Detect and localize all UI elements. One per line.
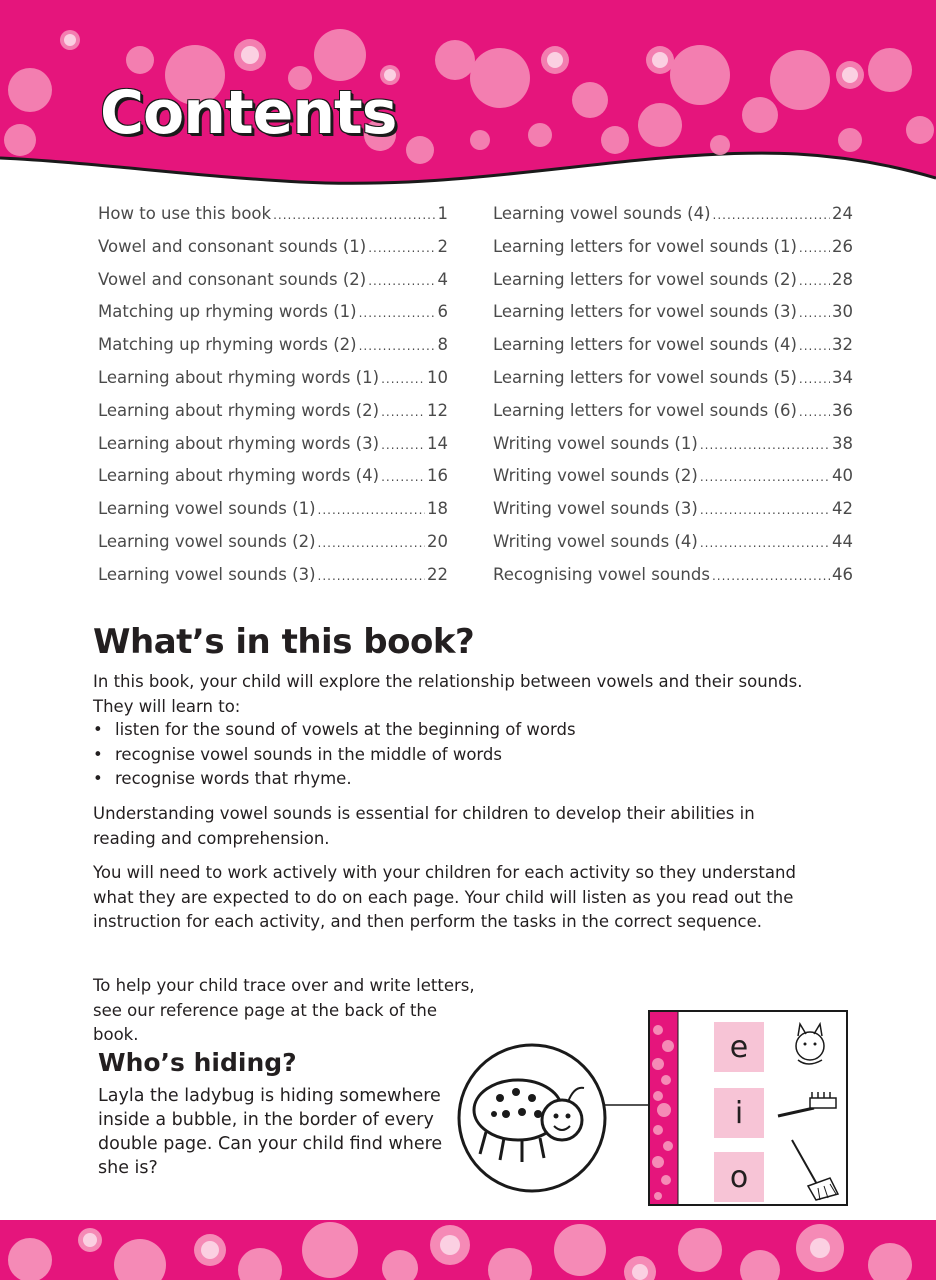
ladybug-icon xyxy=(456,1042,608,1194)
toc-entry[interactable] xyxy=(98,434,448,467)
toc-entry[interactable] xyxy=(98,532,448,565)
toc-entry-page: 30 xyxy=(832,302,853,322)
intro-paragraph xyxy=(93,670,853,719)
toc-entry-title: Writing vowel sounds (3) xyxy=(493,499,698,519)
toc-entry[interactable] xyxy=(493,565,853,598)
bullet-icon: • xyxy=(93,769,103,788)
leader-dots xyxy=(712,569,830,583)
toc-entry-title: Matching up rhyming words (2) xyxy=(98,335,357,355)
toc-entry-title: Learning vowel sounds (3) xyxy=(98,564,316,584)
paragraph-trace-note: To help your child trace over and write letters, see our reference page at the back of the book. xyxy=(93,976,475,1044)
toc-entry-title: Learning vowel sounds (4) xyxy=(493,204,711,223)
paragraph-work-actively: You will need to work actively with your children for each activity so they understand what they are expected to do on each page. Your child will listen as you read out the instruction for each activity, and then perform the tasks in the correct sequence. xyxy=(93,863,796,931)
toc-entry[interactable] xyxy=(493,270,853,303)
intro-line: They will learn to: xyxy=(93,696,241,716)
toc-entry-title: Writing vowel sounds (1) xyxy=(493,433,698,453)
section-heading-whos-hiding: Who’s hiding? xyxy=(98,1048,297,1077)
leader-dots xyxy=(799,372,830,386)
toc-entry-page: 4 xyxy=(437,269,448,289)
leader-dots xyxy=(318,569,425,583)
toc-entry-page: 36 xyxy=(832,400,853,420)
toc-entry-page: 26 xyxy=(832,236,853,256)
toc-entry[interactable] xyxy=(98,565,448,598)
whos-hiding-paragraph: Layla the ladybug is hiding somewhere inside a bubble, in the border of every double page. Can your child find where she is? xyxy=(98,1086,443,1178)
intro-line: In this book, your child will explore the relationship between vowels and their sounds. xyxy=(93,672,803,691)
toc-entry-title: Recognising vowel sounds xyxy=(493,564,710,584)
toc-entry[interactable] xyxy=(98,401,448,434)
leader-dots xyxy=(368,274,435,288)
toc-entry-title: Writing vowel sounds (4) xyxy=(493,531,698,551)
toc-entry-page: 28 xyxy=(832,269,853,289)
toc-entry[interactable] xyxy=(98,499,448,532)
toc-entry-title: Learning vowel sounds (1) xyxy=(98,499,316,519)
toc-entry-page: 12 xyxy=(427,400,448,420)
paragraph-vowel-importance: Understanding vowel sounds is essential for children to develop their abilities in reading and comprehension. xyxy=(93,804,755,848)
bullet-icon: • xyxy=(93,720,103,739)
leader-dots xyxy=(359,339,436,353)
leader-dots xyxy=(273,208,435,222)
toc-entry[interactable] xyxy=(493,434,853,467)
toc-entry-page: 16 xyxy=(427,466,448,486)
toc-entry-page: 20 xyxy=(427,531,448,551)
toc-entry-page: 24 xyxy=(832,204,853,223)
toc-entry-title: Learning vowel sounds (2) xyxy=(98,531,316,551)
bubble-footer-graphic xyxy=(0,1220,936,1280)
toc-entry[interactable] xyxy=(493,499,853,532)
toc-entry-page: 6 xyxy=(437,302,448,322)
toc-entry[interactable] xyxy=(493,401,853,434)
leader-dots xyxy=(700,470,830,484)
leader-dots xyxy=(700,438,830,452)
toc-entry[interactable] xyxy=(98,335,448,368)
leader-dots xyxy=(799,306,830,320)
toc-entry-page: 34 xyxy=(832,367,853,387)
toc-entry[interactable] xyxy=(98,237,448,270)
section-heading-whats-in-book: What’s in this book? xyxy=(93,622,475,662)
toc-entry-title: Matching up rhyming words (1) xyxy=(98,302,357,322)
list-item-text: recognise vowel sounds in the middle of words xyxy=(115,744,503,764)
leader-dots xyxy=(381,405,425,419)
leader-dots xyxy=(381,470,425,484)
leader-dots xyxy=(700,503,830,517)
toc-right-column xyxy=(493,204,853,598)
toc-entry-page: 10 xyxy=(427,367,448,387)
toc-entry-page: 38 xyxy=(832,433,853,453)
toc-entry[interactable] xyxy=(98,302,448,335)
toc-entry[interactable] xyxy=(493,466,853,499)
list-item-text: recognise words that rhyme. xyxy=(115,769,352,788)
letter-box-e: e xyxy=(714,1022,764,1072)
leader-dots xyxy=(368,241,435,255)
toc-entry-title: Vowel and consonant sounds (2) xyxy=(98,269,367,289)
toc-entry-title: Learning letters for vowel sounds (5) xyxy=(493,367,797,387)
toc-entry-title: Learning about rhyming words (2) xyxy=(98,400,380,420)
toc-entry-page: 22 xyxy=(427,564,448,584)
leader-dots xyxy=(381,438,425,452)
toc-entry[interactable] xyxy=(98,368,448,401)
toc-entry-title: Learning about rhyming words (4) xyxy=(98,466,380,486)
toc-entry-title: Learning letters for vowel sounds (1) xyxy=(493,236,797,256)
toc-entry-title: Writing vowel sounds (2) xyxy=(493,466,698,486)
leader-dots xyxy=(318,503,425,517)
toc-entry-title: Learning about rhyming words (1) xyxy=(98,367,380,387)
toc-entry[interactable] xyxy=(98,270,448,303)
letter-box-o: o xyxy=(714,1152,764,1202)
leader-dots xyxy=(359,306,436,320)
toc-entry-title: Vowel and consonant sounds (1) xyxy=(98,236,367,256)
toc-entry-title: Learning about rhyming words (3) xyxy=(98,433,380,453)
leader-dots xyxy=(799,405,830,419)
list-item xyxy=(93,743,576,768)
toc-entry[interactable] xyxy=(98,204,448,237)
toc-entry[interactable] xyxy=(493,302,853,335)
toc-entry[interactable] xyxy=(493,335,853,368)
toc-entry[interactable] xyxy=(98,466,448,499)
toc-entry-page: 40 xyxy=(832,466,853,486)
toc-entry[interactable] xyxy=(493,237,853,270)
toc-entry-title: How to use this book xyxy=(98,204,272,223)
header-banner xyxy=(0,0,936,200)
list-item xyxy=(93,718,576,743)
list-item xyxy=(93,767,576,792)
toc-entry-page: 46 xyxy=(832,564,853,584)
toc-entry-page: 2 xyxy=(437,236,448,256)
learning-goals-list xyxy=(93,718,576,792)
leader-dots xyxy=(799,339,830,353)
list-item-text: listen for the sound of vowels at the beginning of words xyxy=(115,720,576,739)
leader-dots xyxy=(381,372,425,386)
leader-dots xyxy=(700,536,830,550)
toc-entry-page: 32 xyxy=(832,335,853,355)
leader-dots xyxy=(318,536,425,550)
toc-entry-title: Learning letters for vowel sounds (6) xyxy=(493,400,797,420)
toc-entry-title: Learning letters for vowel sounds (2) xyxy=(493,269,797,289)
toc-left-column xyxy=(98,204,448,598)
leader-dots xyxy=(713,208,830,222)
toc-entry[interactable] xyxy=(493,532,853,565)
toc-entry-page: 44 xyxy=(832,531,853,551)
toc-entry[interactable] xyxy=(493,368,853,401)
bullet-icon: • xyxy=(93,744,103,764)
toc-entry-page: 14 xyxy=(427,433,448,453)
toc-entry-title: Learning letters for vowel sounds (3) xyxy=(493,302,797,322)
page-title: Contents xyxy=(100,78,397,148)
letter-box-i: i xyxy=(714,1088,764,1138)
leader-dots xyxy=(799,241,830,255)
toc-entry[interactable] xyxy=(493,204,853,237)
toc-entry-page: 1 xyxy=(437,204,448,223)
leader-dots xyxy=(799,274,830,288)
toc-entry-page: 18 xyxy=(427,499,448,519)
toc-entry-page: 42 xyxy=(832,499,853,519)
toc-entry-page: 8 xyxy=(437,335,448,355)
toc-entry-title: Learning letters for vowel sounds (4) xyxy=(493,335,797,355)
